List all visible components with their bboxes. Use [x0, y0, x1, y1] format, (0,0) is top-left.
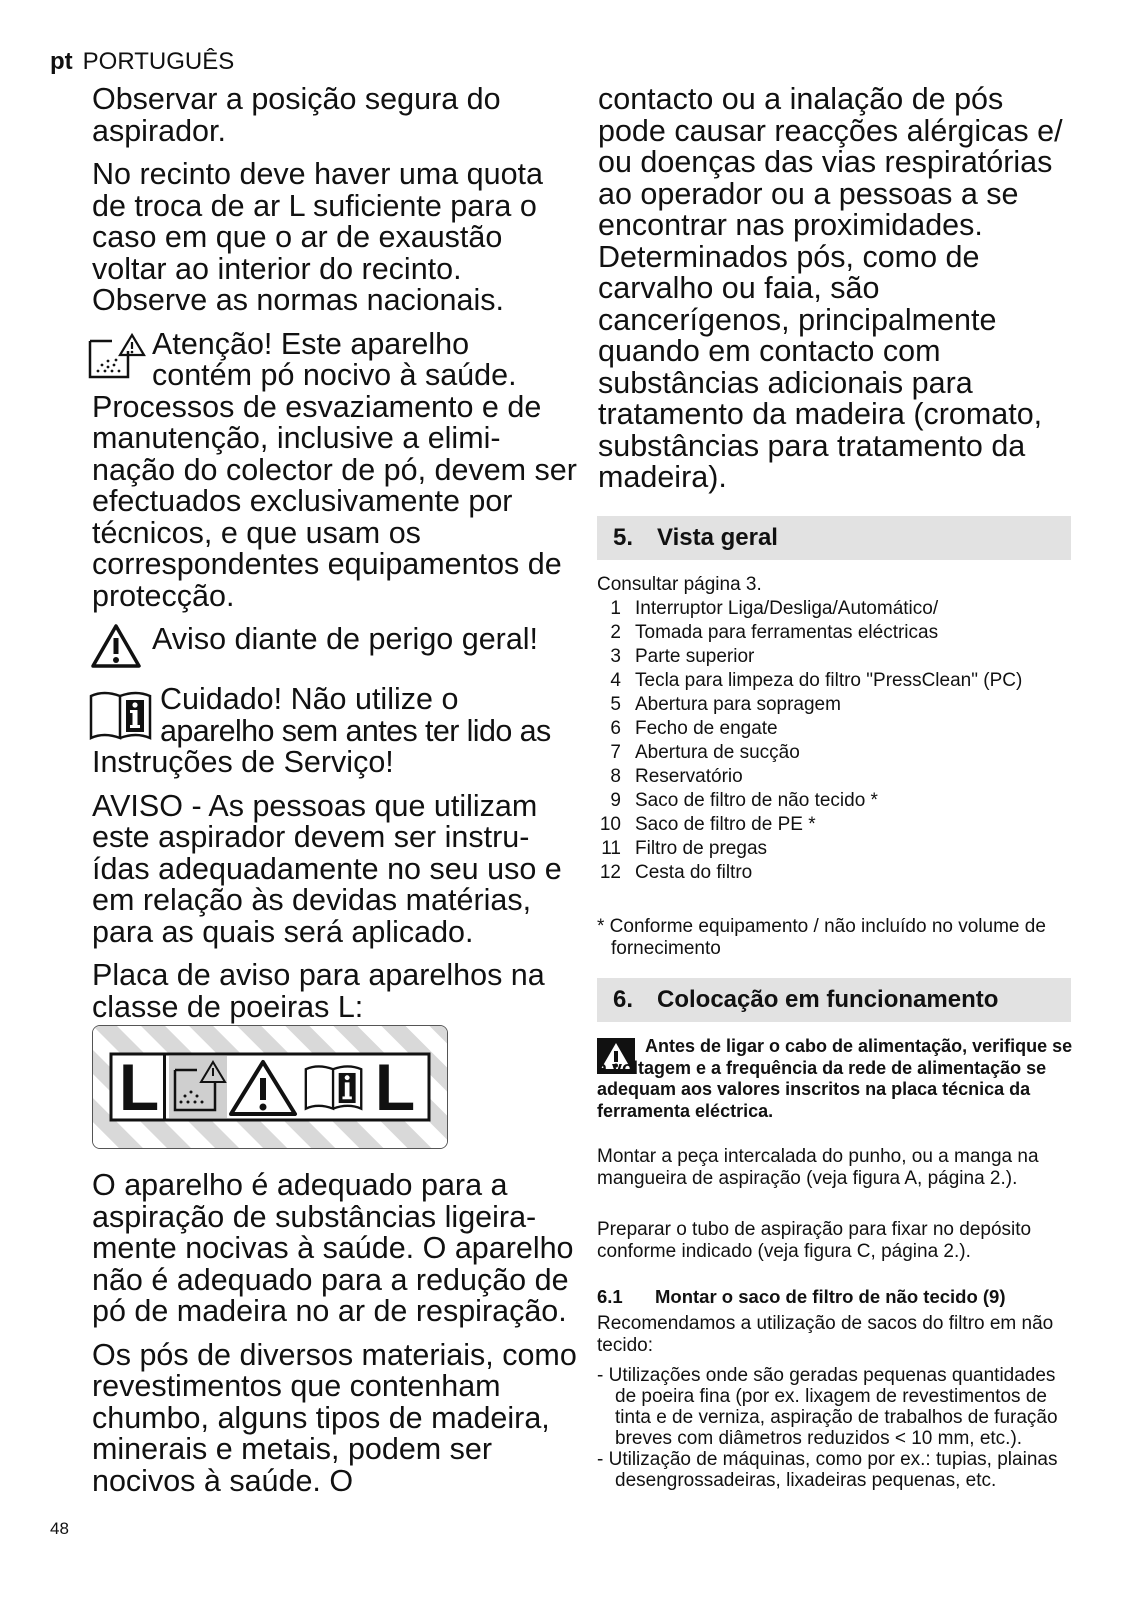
section-6-paragraph-1: Montar a peça intercalada do punho, ou a manga na mangueira de aspiração (veja figura A, página 2.).: [597, 1146, 1039, 1189]
plate-warning-triangle-icon: [227, 1058, 299, 1118]
plate-letter-l-right: L: [374, 1050, 416, 1124]
harmful-dust-line2: contém pó nocivo à saúde.: [152, 358, 517, 392]
dust-container-warning-icon: [88, 331, 146, 381]
section-6-1-title: Montar o saco de filtro de não tecido (9): [655, 1286, 1006, 1307]
list-item: 4 Tecla para limpeza do filtro "PressClean" (PC): [610, 670, 1023, 691]
plate-read-manual-icon: [303, 1060, 365, 1116]
language-name: PORTUGUÊS: [82, 48, 235, 75]
plate-divider: [163, 1054, 166, 1120]
section-5-heading: [597, 516, 1071, 560]
harmful-dust-line1: Atenção! Este aparelho: [152, 326, 470, 361]
language-code: pt: [50, 48, 73, 75]
list-item: 9 Saco de filtro de não tecido *: [610, 790, 878, 811]
section-6-warning-text: Antes de ligar o cabo de alimentação, verifique se a voltagem e a frequência da rede de alimentação se adequam aos valores inscritos na placa técnica da ferramenta eléctrica.: [597, 1036, 1073, 1121]
section-6-number: 6.: [613, 986, 634, 1013]
dust-class-l-plate: [92, 1025, 448, 1149]
harmful-dust-rest: Processos de esvaziamento e de manutenção, inclusive a elimi-nação do colector de pó, devem ser efectuados exclusivamente por técnicos, e que usam os correspondentes equipamentos de protecção.: [92, 389, 577, 613]
list-item: 7 Abertura de sucção: [610, 742, 800, 763]
section-5-title: Vista geral: [657, 524, 778, 551]
section-6-title: Colocação em funcionamento: [657, 986, 999, 1013]
paragraph-warning-plate: Placa de aviso para aparelhos na classe de poeiras L:: [92, 958, 545, 1024]
section-6-1-number: 6.1: [597, 1286, 623, 1307]
list-item: 5 Abertura para sopragem: [610, 694, 841, 715]
section-5-footnote: * Conforme equipamento / não incluído no volume de fornecimento: [597, 916, 1046, 959]
section-6-1-list: [597, 1365, 1075, 1491]
list-item: - Utilização de máquinas, como por ex.: tupias, plainas desengrossadeiras, lixadeiras pequenas, etc.: [597, 1449, 1058, 1491]
paragraph-operator-warning: AVISO - As pessoas que utilizam este aspirador devem ser instru-ídas adequadamente no seu uso e em relação às devidas matérias, para as quais será aplicado.: [92, 788, 562, 949]
right-column-intro: contacto ou a inalação de pós pode causar reacções alérgicas e/ ou doenças das vias respiratórias ao operador ou a pessoas a se encontrar nas proximidades. Determinados pós, como de carvalho ou faia, são cancerígenos, principalmente quando em contacto com substâncias adicionais para tratamento da madeira (cromato, substâncias para tratamento da madeira).: [598, 82, 1063, 494]
language-header: [50, 48, 234, 76]
section-5-intro: Consultar página 3.: [597, 574, 762, 595]
section-6-heading: [597, 978, 1071, 1022]
section-6-1-intro: Recomendamos a utilização de sacos do filtro em não tecido:: [597, 1313, 1054, 1356]
list-item: 11 Filtro de pregas: [601, 838, 768, 859]
paragraph-read-manual: [92, 684, 582, 779]
list-item: 2 Tomada para ferramentas eléctricas: [610, 622, 939, 643]
paragraph-general-danger: [92, 624, 582, 672]
paragraph-suitability: O aparelho é adequado para a aspiração de substâncias ligeira-mente nocivas à saúde. O aparelho não é adequado para a redução de pó de madeira no ar de respiração.: [92, 1168, 574, 1328]
read-manual-line2: aparelho sem antes ter lido as: [160, 713, 551, 748]
left-column-lower: [92, 1170, 582, 1509]
section-5-list: [597, 573, 1077, 885]
plate-dust-container-icon: [169, 1056, 227, 1118]
paragraph-dust-hazards: Os pós de diversos materiais, como revestimentos que contenham chumbo, alguns tipos de madeira, minerais e metais, podem ser nocivos à saúde. O: [92, 1337, 577, 1498]
list-item: 8 Reservatório: [610, 766, 743, 787]
left-column: [92, 84, 582, 1035]
warning-triangle-icon: [90, 622, 142, 670]
list-item: 10 Saco de filtro de PE *: [599, 814, 816, 835]
page-number: 48: [50, 1519, 69, 1538]
general-danger-text: Aviso diante de perigo geral!: [152, 622, 539, 656]
read-manual-line1: Cuidado! Não utilize o: [160, 682, 459, 716]
list-item: 3 Parte superior: [610, 646, 755, 667]
list-item: 6 Fecho de engate: [610, 718, 778, 739]
read-manual-icon: [88, 688, 154, 744]
section-6-1-heading: [597, 1285, 1077, 1309]
section-6-paragraph-2: Preparar o tubo de aspiração para fixar no depósito conforme indicado (veja figura C, página 2.).: [597, 1219, 1032, 1262]
list-item: - Utilizações onde são geradas pequenas quantidades de poeira fina (por ex. lixagem de revestimentos de tinta e de verniza, aspiração de trabalhos de furação breves com diâmetros reduzidos < 10 mm, etc.).: [597, 1365, 1058, 1449]
paragraph-safe-position: Observar a posição segura do aspirador.: [92, 82, 501, 148]
plate-letter-l-left: L: [118, 1050, 160, 1124]
read-manual-rest: Instruções de Serviço!: [92, 745, 394, 779]
list-item: 12 Cesta do filtro: [599, 862, 753, 883]
paragraph-air-exchange: No recinto deve haver uma quota de troca de ar L suficiente para o caso em que o ar de exaustão voltar ao interior do recinto. Observe as normas nacionais.: [92, 157, 543, 317]
section-5-number: 5.: [613, 524, 634, 551]
paragraph-harmful-dust: [92, 326, 582, 613]
list-item: 1 Interruptor Liga/Desliga/Automático/: [610, 598, 939, 619]
